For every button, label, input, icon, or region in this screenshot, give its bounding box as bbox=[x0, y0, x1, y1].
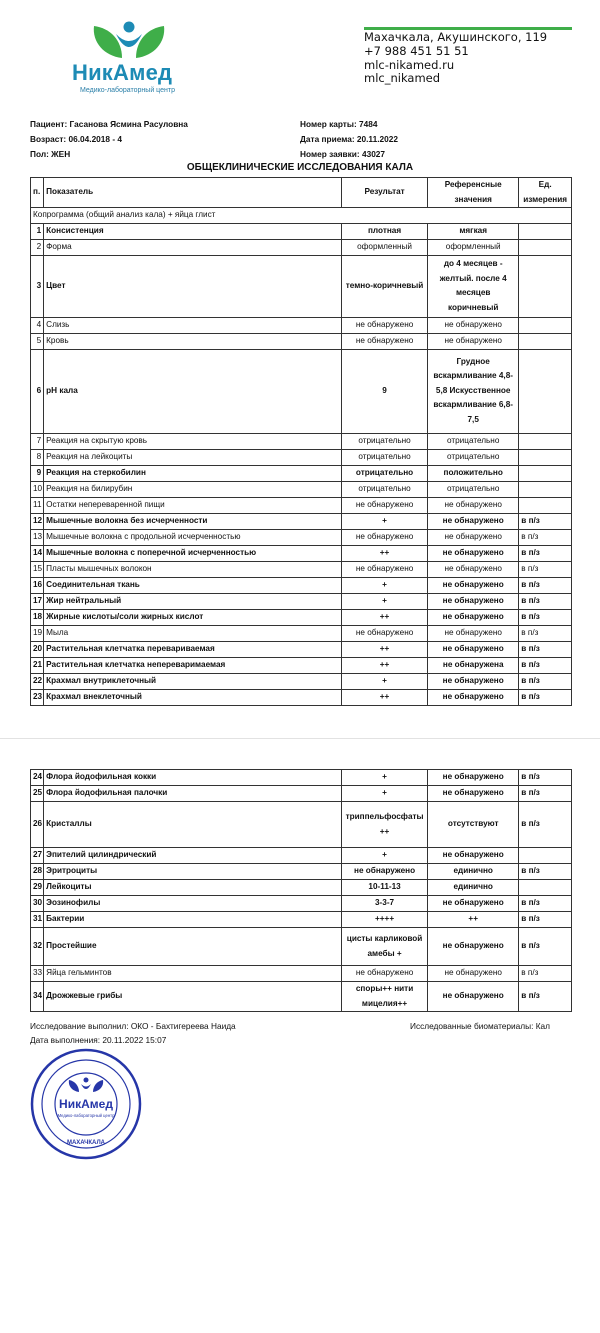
clinic-phone[interactable]: +7 988 451 51 51 bbox=[364, 43, 469, 58]
row-result: + bbox=[342, 770, 428, 786]
row-number: 13 bbox=[31, 529, 44, 545]
row-result: + bbox=[342, 593, 428, 609]
row-unit: в п/з bbox=[519, 928, 572, 966]
row-reference: не обнаружено bbox=[428, 928, 519, 966]
table-row bbox=[31, 239, 572, 255]
clinic-contacts bbox=[364, 31, 547, 86]
row-unit: в п/з bbox=[519, 561, 572, 577]
row-number: 33 bbox=[31, 966, 44, 982]
table-row bbox=[31, 673, 572, 689]
table-row bbox=[31, 896, 572, 912]
row-reference: не обнаружено bbox=[428, 333, 519, 349]
row-result: отрицательно bbox=[342, 433, 428, 449]
row-number: 11 bbox=[31, 497, 44, 513]
row-result: не обнаружено bbox=[342, 864, 428, 880]
row-indicator: Жирные кислоты/соли жирных кислот bbox=[44, 609, 342, 625]
row-indicator: Жир нейтральный bbox=[44, 593, 342, 609]
row-unit: в п/з bbox=[519, 689, 572, 705]
row-number: 31 bbox=[31, 912, 44, 928]
row-unit: в п/з bbox=[519, 641, 572, 657]
row-number: 23 bbox=[31, 689, 44, 705]
row-reference: оформленный bbox=[428, 239, 519, 255]
row-unit: в п/з bbox=[519, 982, 572, 1012]
nikamed-logo-icon bbox=[64, 18, 194, 98]
row-indicator: Форма bbox=[44, 239, 342, 255]
row-reference: не обнаружена bbox=[428, 657, 519, 673]
row-result: не обнаружено bbox=[342, 561, 428, 577]
date-done: Дата выполнения: 20.11.2022 15:07 bbox=[30, 1035, 167, 1045]
table-row bbox=[31, 689, 572, 705]
row-unit: в п/з bbox=[519, 864, 572, 880]
row-unit bbox=[519, 255, 572, 317]
row-number: 12 bbox=[31, 513, 44, 529]
row-number: 29 bbox=[31, 880, 44, 896]
table-row bbox=[31, 561, 572, 577]
logo-subtitle: Медико-лабораторный центр bbox=[80, 87, 175, 94]
row-reference: не обнаружено bbox=[428, 561, 519, 577]
row-indicator: Консистенция bbox=[44, 223, 342, 239]
row-indicator: Яйца гельминтов bbox=[44, 966, 342, 982]
logo-name: НикАмед bbox=[72, 60, 173, 85]
row-unit: в п/з bbox=[519, 673, 572, 689]
row-reference: не обнаружено bbox=[428, 609, 519, 625]
row-reference: не обнаружено bbox=[428, 786, 519, 802]
report-title: ОБЩЕКЛИНИЧЕСКИЕ ИССЛЕДОВАНИЯ КАЛА bbox=[186, 162, 414, 173]
row-unit bbox=[519, 449, 572, 465]
col-header-result: Результат bbox=[342, 178, 428, 208]
row-indicator: pH кала bbox=[44, 349, 342, 433]
clinic-site[interactable]: mlc-nikamed.ru bbox=[364, 57, 455, 72]
row-result: плотная bbox=[342, 223, 428, 239]
row-result: ++ bbox=[342, 657, 428, 673]
row-number: 10 bbox=[31, 481, 44, 497]
row-result: не обнаружено bbox=[342, 966, 428, 982]
row-reference: единично bbox=[428, 880, 519, 896]
row-unit: в п/з bbox=[519, 896, 572, 912]
row-unit bbox=[519, 497, 572, 513]
row-number: 22 bbox=[31, 673, 44, 689]
row-unit: в п/з bbox=[519, 625, 572, 641]
row-reference: не обнаружено bbox=[428, 848, 519, 864]
row-indicator: Цвет bbox=[44, 255, 342, 317]
table-row bbox=[31, 529, 572, 545]
table-row bbox=[31, 786, 572, 802]
table-row bbox=[31, 802, 572, 848]
row-unit: в п/з bbox=[519, 966, 572, 982]
row-reference: не обнаружено bbox=[428, 673, 519, 689]
row-reference: не обнаружено bbox=[428, 770, 519, 786]
row-unit: в п/з bbox=[519, 529, 572, 545]
row-indicator: Эозинофилы bbox=[44, 896, 342, 912]
row-unit bbox=[519, 433, 572, 449]
row-reference: отсутствуют bbox=[428, 802, 519, 848]
results-table-page-2 bbox=[30, 769, 572, 1012]
row-unit: в п/з bbox=[519, 786, 572, 802]
table-row bbox=[31, 433, 572, 449]
row-indicator: Крахмал внутриклеточный bbox=[44, 673, 342, 689]
row-number: 1 bbox=[31, 223, 44, 239]
row-indicator: Реакция на билирубин bbox=[44, 481, 342, 497]
row-result: цисты карликовой амебы + bbox=[342, 928, 428, 966]
row-unit: в п/з bbox=[519, 593, 572, 609]
row-unit: в п/з bbox=[519, 912, 572, 928]
row-unit: в п/з bbox=[519, 545, 572, 561]
row-reference: не обнаружено bbox=[428, 513, 519, 529]
row-number: 27 bbox=[31, 848, 44, 864]
col-header-indicator: Показатель bbox=[44, 178, 342, 208]
row-result: + bbox=[342, 513, 428, 529]
row-unit bbox=[519, 239, 572, 255]
row-indicator: Бактерии bbox=[44, 912, 342, 928]
row-number: 16 bbox=[31, 577, 44, 593]
row-indicator: Лейкоциты bbox=[44, 880, 342, 896]
row-result: не обнаружено bbox=[342, 529, 428, 545]
row-result: отрицательно bbox=[342, 465, 428, 481]
row-unit bbox=[519, 349, 572, 433]
row-unit: в п/з bbox=[519, 577, 572, 593]
row-indicator: Мышечные волокна с поперечной исчерченностью bbox=[44, 545, 342, 561]
table-row bbox=[31, 928, 572, 966]
row-indicator: Реакция на лейкоциты bbox=[44, 449, 342, 465]
row-number: 5 bbox=[31, 333, 44, 349]
row-reference: Грудное вскармливание 4,8-5,8 Искусственное вскармливание 6,8-7,5 bbox=[428, 349, 519, 433]
clinic-social[interactable]: mlc_nikamed bbox=[364, 71, 441, 86]
table-row bbox=[31, 641, 572, 657]
row-unit: в п/з bbox=[519, 609, 572, 625]
row-number: 21 bbox=[31, 657, 44, 673]
row-unit bbox=[519, 317, 572, 333]
row-reference: не обнаружено bbox=[428, 593, 519, 609]
table-row bbox=[31, 333, 572, 349]
row-unit: в п/з bbox=[519, 802, 572, 848]
table-row bbox=[31, 497, 572, 513]
row-number: 7 bbox=[31, 433, 44, 449]
row-result: + bbox=[342, 673, 428, 689]
row-unit: в п/з bbox=[519, 657, 572, 673]
row-reference: не обнаружено bbox=[428, 529, 519, 545]
visit-date: Дата приема: 20.11.2022 bbox=[300, 134, 398, 144]
stamp-city: МАХАЧКАЛА bbox=[66, 1140, 106, 1146]
row-number: 8 bbox=[31, 449, 44, 465]
row-number: 34 bbox=[31, 982, 44, 1012]
row-number: 2 bbox=[31, 239, 44, 255]
row-number: 32 bbox=[31, 928, 44, 966]
row-number: 30 bbox=[31, 896, 44, 912]
row-number: 4 bbox=[31, 317, 44, 333]
row-result: не обнаружено bbox=[342, 333, 428, 349]
patient-age: Возраст: 06.04.2018 - 4 bbox=[30, 134, 123, 144]
row-unit bbox=[519, 880, 572, 896]
order-number: Номер заявки: 43027 bbox=[300, 149, 386, 159]
patient-sex: Пол: ЖЕН bbox=[30, 149, 71, 159]
table-row bbox=[31, 966, 572, 982]
row-reference: единично bbox=[428, 864, 519, 880]
row-number: 28 bbox=[31, 864, 44, 880]
row-unit bbox=[519, 465, 572, 481]
row-result: 3-3-7 bbox=[342, 896, 428, 912]
row-reference: не обнаружено bbox=[428, 641, 519, 657]
table-row bbox=[31, 880, 572, 896]
row-result: триппельфосфаты ++ bbox=[342, 802, 428, 848]
results-table-page-1 bbox=[30, 177, 572, 706]
row-number: 3 bbox=[31, 255, 44, 317]
table-row bbox=[31, 593, 572, 609]
row-indicator: Реакция на скрытую кровь bbox=[44, 433, 342, 449]
row-indicator: Флора йодофильная палочки bbox=[44, 786, 342, 802]
clinic-address: Махачкала, Акушинского, 119 bbox=[364, 30, 548, 44]
row-indicator: Растительная клетчатка непереваримаемая bbox=[44, 657, 342, 673]
row-result: темно-коричневый bbox=[342, 255, 428, 317]
row-result: ++ bbox=[342, 545, 428, 561]
row-number: 25 bbox=[31, 786, 44, 802]
table-row bbox=[31, 255, 572, 317]
stamp-subtitle: Медико-лабораторный центр bbox=[57, 1113, 115, 1118]
table-row bbox=[31, 770, 572, 786]
table-row bbox=[31, 465, 572, 481]
table-row bbox=[31, 449, 572, 465]
row-number: 14 bbox=[31, 545, 44, 561]
table-row bbox=[31, 982, 572, 1012]
row-reference: ++ bbox=[428, 912, 519, 928]
table-row bbox=[31, 349, 572, 433]
table-header-row bbox=[31, 178, 572, 208]
stamp-name: НикАмед bbox=[59, 1097, 113, 1111]
row-indicator: Мышечные волокна с продольной исчерченностью bbox=[44, 529, 342, 545]
clinic-stamp bbox=[30, 1048, 142, 1160]
row-number: 19 bbox=[31, 625, 44, 641]
row-reference: отрицательно bbox=[428, 433, 519, 449]
row-reference: мягкая bbox=[428, 223, 519, 239]
row-number: 6 bbox=[31, 349, 44, 433]
row-indicator: Пласты мышечных волокон bbox=[44, 561, 342, 577]
row-indicator: Кристаллы bbox=[44, 802, 342, 848]
row-reference: не обнаружено bbox=[428, 966, 519, 982]
table-row bbox=[31, 864, 572, 880]
row-result: споры++ нити мицелия++ bbox=[342, 982, 428, 1012]
section-row bbox=[31, 208, 572, 224]
biomaterial: Исследованные биоматериалы: Кал bbox=[410, 1021, 550, 1031]
row-result: ++++ bbox=[342, 912, 428, 928]
row-reference: не обнаружено bbox=[428, 317, 519, 333]
row-indicator: Мышечные волокна без исчерченности bbox=[44, 513, 342, 529]
row-reference: не обнаружено bbox=[428, 982, 519, 1012]
row-result: не обнаружено bbox=[342, 497, 428, 513]
row-number: 24 bbox=[31, 770, 44, 786]
row-unit: в п/з bbox=[519, 513, 572, 529]
table-row bbox=[31, 481, 572, 497]
table-row bbox=[31, 609, 572, 625]
table-row bbox=[31, 657, 572, 673]
row-unit: в п/з bbox=[519, 770, 572, 786]
row-reference: не обнаружено bbox=[428, 577, 519, 593]
row-result: 10-11-13 bbox=[342, 880, 428, 896]
section-title: Копрограмма (общий анализ кала) + яйца глист bbox=[31, 208, 572, 224]
row-result: отрицательно bbox=[342, 481, 428, 497]
row-unit bbox=[519, 223, 572, 239]
col-header-num: п. bbox=[31, 178, 44, 208]
row-reference: отрицательно bbox=[428, 481, 519, 497]
row-indicator: Кровь bbox=[44, 333, 342, 349]
row-result: + bbox=[342, 848, 428, 864]
row-result: + bbox=[342, 786, 428, 802]
table-row bbox=[31, 912, 572, 928]
table-row bbox=[31, 317, 572, 333]
table-row bbox=[31, 577, 572, 593]
row-indicator: Простейшие bbox=[44, 928, 342, 966]
row-unit bbox=[519, 481, 572, 497]
row-reference: не обнаружено bbox=[428, 625, 519, 641]
row-reference: до 4 месяцев - желтый. после 4 месяцев коричневый bbox=[428, 255, 519, 317]
card-number: Номер карты: 7484 bbox=[300, 119, 378, 129]
report-page-2 bbox=[0, 738, 600, 1333]
row-indicator: Дрожжевые грибы bbox=[44, 982, 342, 1012]
row-reference: не обнаружено bbox=[428, 497, 519, 513]
row-result: 9 bbox=[342, 349, 428, 433]
table-row bbox=[31, 513, 572, 529]
row-indicator: Реакция на стеркобилин bbox=[44, 465, 342, 481]
row-result: ++ bbox=[342, 641, 428, 657]
performed-by: Исследование выполнил: ОКО - Бахтигереева Наида bbox=[30, 1021, 236, 1031]
row-unit bbox=[519, 333, 572, 349]
row-indicator: Растительная клетчатка перевариваемая bbox=[44, 641, 342, 657]
row-result: оформленный bbox=[342, 239, 428, 255]
row-result: ++ bbox=[342, 609, 428, 625]
row-reference: не обнаружено bbox=[428, 545, 519, 561]
row-result: + bbox=[342, 577, 428, 593]
row-indicator: Слизь bbox=[44, 317, 342, 333]
row-number: 17 bbox=[31, 593, 44, 609]
row-reference: отрицательно bbox=[428, 449, 519, 465]
row-number: 18 bbox=[31, 609, 44, 625]
row-result: отрицательно bbox=[342, 449, 428, 465]
row-result: ++ bbox=[342, 689, 428, 705]
table-row bbox=[31, 223, 572, 239]
row-indicator: Остатки непереваренной пищи bbox=[44, 497, 342, 513]
row-indicator: Эпителий цилиндрический bbox=[44, 848, 342, 864]
table-row bbox=[31, 848, 572, 864]
row-reference: не обнаружено bbox=[428, 689, 519, 705]
row-reference: положительно bbox=[428, 465, 519, 481]
row-number: 20 bbox=[31, 641, 44, 657]
row-number: 15 bbox=[31, 561, 44, 577]
row-indicator: Крахмал внеклеточный bbox=[44, 689, 342, 705]
row-indicator: Эритроциты bbox=[44, 864, 342, 880]
row-indicator: Соединительная ткань bbox=[44, 577, 342, 593]
row-indicator: Флора йодофильная кокки bbox=[44, 770, 342, 786]
row-unit bbox=[519, 848, 572, 864]
col-header-unit: Ед. измерения bbox=[519, 178, 572, 208]
table-row bbox=[31, 545, 572, 561]
table-row bbox=[31, 625, 572, 641]
row-number: 9 bbox=[31, 465, 44, 481]
row-indicator: Мыла bbox=[44, 625, 342, 641]
row-reference: не обнаружено bbox=[428, 896, 519, 912]
row-result: не обнаружено bbox=[342, 625, 428, 641]
col-header-reference: Референсные значения bbox=[428, 178, 519, 208]
row-result: не обнаружено bbox=[342, 317, 428, 333]
patient-name: Пациент: Гасанова Ясмина Расуловна bbox=[30, 119, 188, 129]
row-number: 26 bbox=[31, 802, 44, 848]
